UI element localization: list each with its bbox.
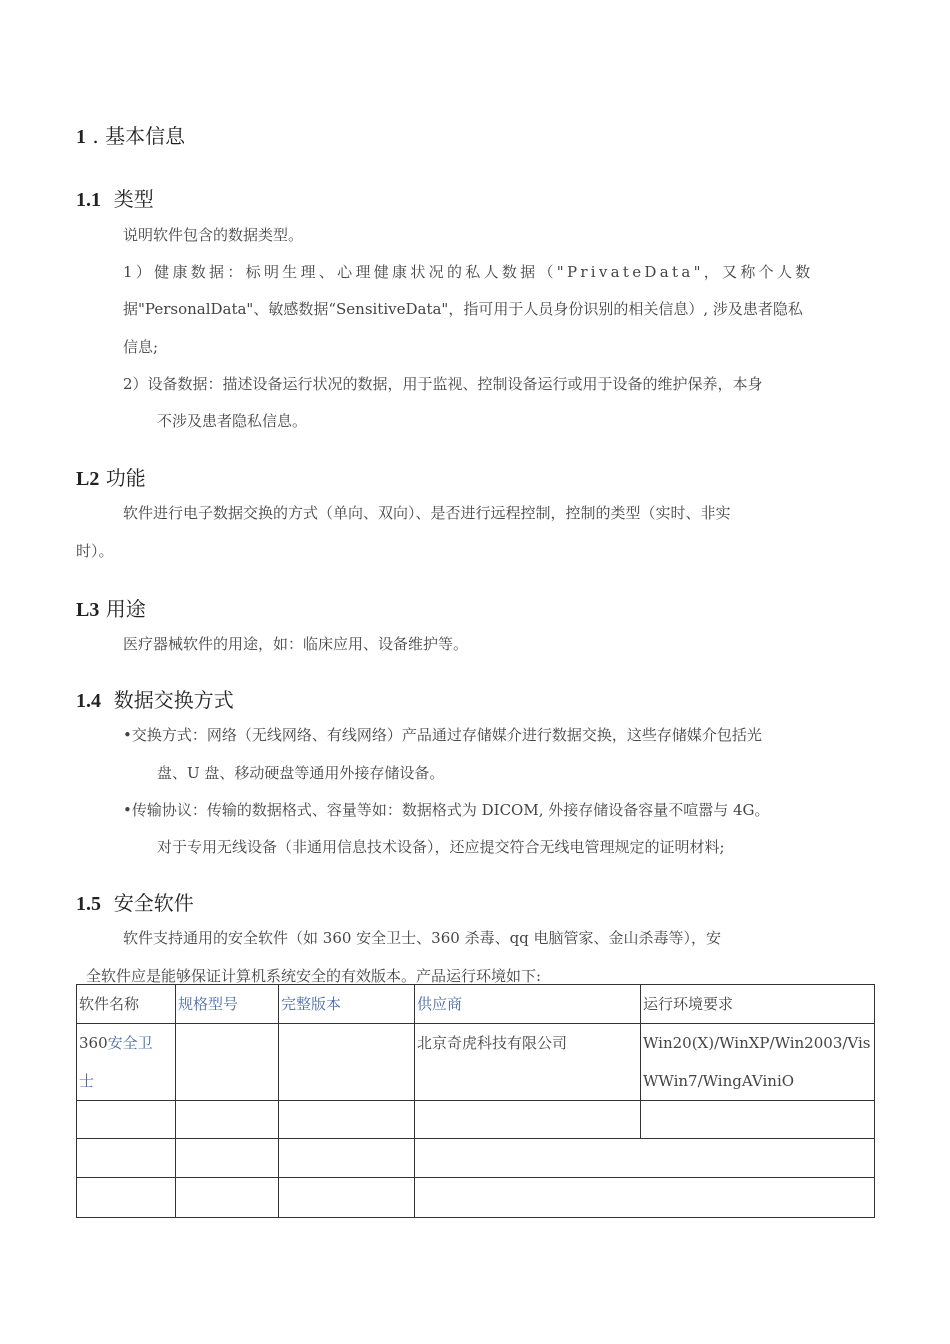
header-cell: 供应商 — [415, 985, 641, 1024]
section-1-heading — [76, 120, 185, 149]
paragraph: 软件进行电子数据交换的方式（单向、双向）、是否进行远程控制，控制的类型（实时、非实 — [123, 504, 731, 522]
table-row — [77, 1101, 875, 1139]
bullet-item-continued: 盘、U 盘、移动硬盘等通用外接存储设备。 — [157, 764, 445, 782]
paragraph: 软件支持通用的安全软件（如 360 安全卫士、360 杀毒、qq 电脑管家、金山杀毒等），安 — [123, 929, 722, 947]
table-cell — [77, 1139, 176, 1178]
section-number: 1.1 — [76, 189, 101, 211]
section-title: 类型 — [113, 187, 154, 211]
table-header-row — [77, 985, 875, 1024]
table-cell — [279, 1101, 415, 1139]
section-1-3-heading — [76, 593, 146, 622]
section-1-1-heading — [76, 183, 154, 212]
table-cell: 360安全卫 士 — [77, 1024, 176, 1101]
table-cell — [415, 1139, 875, 1178]
bullet-item-continued: 对于专用无线设备（非通用信息技术设备），还应提交符合无线电管理规定的证明材料; — [157, 838, 725, 856]
paragraph: 全软件应是能够保证计算机系统安全的有效版本。产品运行环境如下: — [86, 967, 542, 985]
table-cell — [176, 1024, 279, 1101]
section-title: . 基本信息 — [92, 124, 186, 148]
section-title: 安全软件 — [113, 891, 194, 915]
bullet-item: •交换方式：网络（无线网络、有线网络）产品通过存储媒介进行数据交换，这些存储媒介包括光 — [123, 726, 762, 744]
table-cell — [176, 1101, 279, 1139]
table-cell: Win20(X)/WinXP/Win2003/Vis WWin7/WingAViniO — [641, 1024, 875, 1101]
header-cell: 规格型号 — [176, 985, 279, 1024]
environment-table — [76, 984, 875, 1218]
table-row — [77, 1024, 875, 1101]
bullet-item: •传输协议：传输的数据格式、容量等如：数据格式为 DICOM, 外接存储设备容量不喧嚣与 4G。 — [123, 801, 770, 819]
section-number: 1 — [76, 126, 86, 148]
table-cell — [415, 1178, 875, 1218]
section-1-5-heading — [76, 887, 194, 916]
table-row — [77, 1178, 875, 1218]
section-1-2-heading — [76, 462, 146, 491]
header-cell: 完整版本 — [279, 985, 415, 1024]
table-cell — [279, 1139, 415, 1178]
paragraph: 说明软件包含的数据类型。 — [123, 226, 304, 244]
header-cell: 软件名称 — [77, 985, 176, 1024]
table-cell — [415, 1101, 641, 1139]
table-cell — [77, 1178, 176, 1218]
paragraph: 1）健康数据：标明生理、心理健康状况的私人数据（"PrivateData"，又称个人数 — [123, 263, 814, 281]
paragraph: 医疗器械软件的用途，如：临床应用、设备维护等。 — [123, 635, 469, 653]
section-title: 功能 — [105, 466, 146, 490]
section-1-4-heading — [76, 684, 234, 713]
header-cell: 运行环境要求 — [641, 985, 875, 1024]
table-row — [77, 1139, 875, 1178]
section-title: 用途 — [105, 597, 146, 621]
section-number: 1.4 — [76, 690, 101, 712]
section-number: L3 — [76, 599, 100, 621]
table-cell — [279, 1024, 415, 1101]
table-cell — [77, 1101, 176, 1139]
section-number: L2 — [76, 468, 100, 490]
paragraph: 不涉及患者隐私信息。 — [157, 412, 308, 430]
section-title: 数据交换方式 — [113, 688, 234, 712]
table-cell — [176, 1178, 279, 1218]
paragraph: 据"PersonalData"、敏感数据“SensitiveData"，指可用于人员身份识别的相关信息）, 涉及患者隐私 — [123, 300, 803, 318]
paragraph: 时）。 — [76, 542, 114, 560]
table-cell — [279, 1178, 415, 1218]
table-cell: 北京奇虎科技有限公司 — [415, 1024, 641, 1101]
table-cell — [641, 1101, 875, 1139]
table-cell — [176, 1139, 279, 1178]
section-number: 1.5 — [76, 893, 101, 915]
paragraph: 2）设备数据：描述设备运行状况的数据，用于监视、控制设备运行或用于设备的维护保养，本身 — [123, 375, 763, 393]
paragraph: 信息; — [123, 338, 159, 356]
